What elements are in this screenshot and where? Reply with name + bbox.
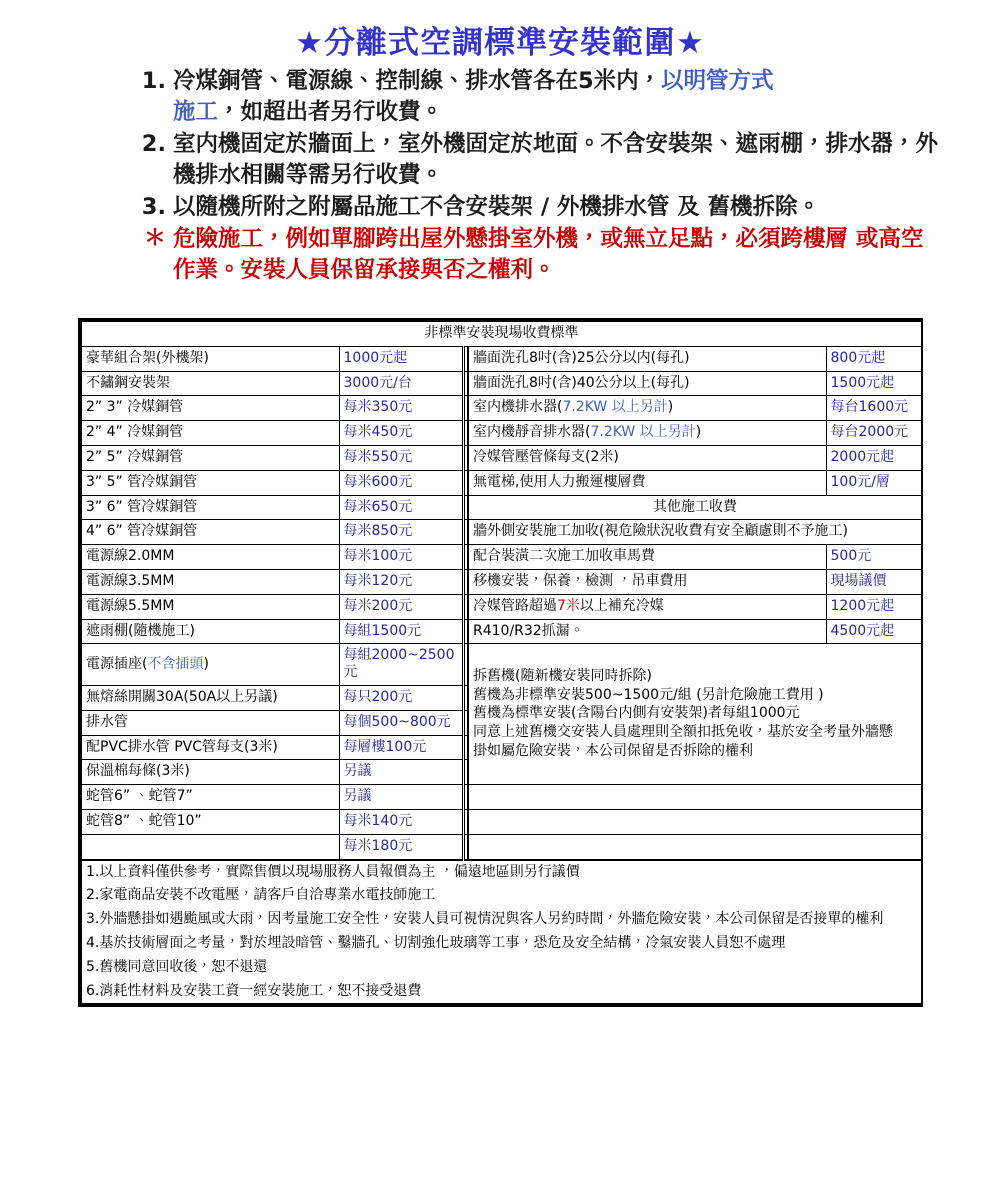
footer-note: 6.消耗性材料及安裝工資一經安裝施工，恕不接受退費 <box>81 980 922 1005</box>
left-item-value: 另議 <box>339 760 463 785</box>
left-item-label: 2” 4” 冷媒銅管 <box>81 421 339 446</box>
left-item-value: 每米120元 <box>339 569 463 594</box>
table-row <box>81 396 922 421</box>
right-item-value: 800元起 <box>826 346 922 371</box>
note-item-1 <box>140 66 940 128</box>
left-item-label: 電源線3.5MM <box>81 569 339 594</box>
label-suffix: ) <box>695 424 702 441</box>
table-row <box>81 644 922 686</box>
old-unit-line: 同意上述舊機交安裝人員處理則全額扣抵免收，基於安全考量外牆懸 <box>473 724 893 741</box>
note-text: 以隨機所附之附屬品施工不含安裝架 / 外機排水管 及 舊機拆除。 <box>173 193 821 220</box>
other-item-value: 1200元起 <box>826 594 922 619</box>
table-row <box>81 594 922 619</box>
label-suffix: ) <box>203 655 209 672</box>
note-item-3 <box>140 192 940 223</box>
left-item-value: 每米550元 <box>339 445 463 470</box>
other-item-value: 現場議價 <box>826 569 922 594</box>
note-text: 室内機固定於牆面上，室外機固定於地面。不含安裝架、遮雨棚，排水器，外機排水相關等需另行收費。 <box>173 130 939 188</box>
left-item-value: 另議 <box>339 785 463 810</box>
note-text <box>173 66 940 128</box>
left-item-label: 電源線2.0MM <box>81 545 339 570</box>
footer-note: 2.家電商品安裝不改電壓，請客戶自洽專業水電技師施工 <box>81 884 922 908</box>
label-prefix: 電源插座( <box>86 655 148 672</box>
left-item-value: 每米850元 <box>339 520 463 545</box>
right-item-label: 牆面洗孔8吋(含)40公分以上(每孔) <box>468 371 826 396</box>
note-1-line2-black: ，如超出者另行收費。 <box>218 98 444 125</box>
note-1-line1-blue: 以明管方式 <box>661 67 774 94</box>
left-item-label: 蛇管8” 、蛇管10” <box>81 809 339 834</box>
column-divider <box>463 760 468 785</box>
left-item-label: 電源線5.5MM <box>81 594 339 619</box>
right-item-label <box>468 421 826 446</box>
label-prefix: 冷媒管路超過 <box>473 597 557 614</box>
footer-note-row <box>81 884 922 908</box>
right-item-label <box>468 396 826 421</box>
empty-cell <box>468 809 922 834</box>
footer-note: 5.舊機同意回收後，恕不退還 <box>81 956 922 980</box>
note-number: 1. <box>141 67 166 94</box>
label-highlight: 7.2KW 以上另計 <box>562 399 668 416</box>
right-item-label: 無電梯,使用人力搬運樓層費 <box>468 470 826 495</box>
table-row <box>81 809 922 834</box>
column-divider <box>463 685 468 710</box>
table-row <box>81 785 922 810</box>
other-fees-section-title: 其他施工收費 <box>468 495 922 520</box>
note-number: 2. <box>141 130 166 157</box>
left-item-label: 遮雨棚(隨機施工) <box>81 619 339 644</box>
other-item-label <box>468 594 826 619</box>
empty-cell <box>468 785 922 810</box>
other-item-value: 4500元起 <box>826 619 922 644</box>
left-item-value: 每組2000~2500元 <box>339 644 463 686</box>
other-item-label: R410/R32抓漏。 <box>468 619 826 644</box>
column-divider <box>463 735 468 760</box>
footer-note-row <box>81 956 922 980</box>
left-item-label: 2” 3” 冷媒銅管 <box>81 396 339 421</box>
label-highlight: 不含插頭 <box>147 655 204 672</box>
left-item-value: 3000元/台 <box>339 371 463 396</box>
right-item-value: 2000元起 <box>826 445 922 470</box>
left-item-label: 豪華組合架(外機架) <box>81 346 339 371</box>
table-row <box>81 470 922 495</box>
left-item-value: 每層樓100元 <box>339 735 463 760</box>
label-prefix: 室内機靜音排水器( <box>473 424 591 441</box>
left-item-label: 蛇管6” 、蛇管7” <box>81 785 339 810</box>
left-item-label: 2” 5” 冷媒銅管 <box>81 445 339 470</box>
other-item-label: 配合裝潢二次施工加收車馬費 <box>468 545 826 570</box>
right-item-value: 每台1600元 <box>826 396 922 421</box>
table-row <box>81 371 922 396</box>
empty-cell <box>468 834 922 859</box>
label-suffix: 以上補充冷媒 <box>579 597 664 614</box>
note-1-line1-black: 冷煤銅管、電源線、控制線、排水管各在5米内， <box>173 67 662 94</box>
label-highlight-red: 7米 <box>557 597 580 614</box>
left-item-value: 每組1500元 <box>339 619 463 644</box>
left-item-value: 每米650元 <box>339 495 463 520</box>
right-item-value: 100元/層 <box>826 470 922 495</box>
left-item-value: 每米600元 <box>339 470 463 495</box>
left-item-value: 每米350元 <box>339 396 463 421</box>
footer-note: 3.外牆懸掛如遇颱風或大雨，因考量施工安全性，安裝人員可視情況與客人另約時間，外牆危險安裝，本公司保留是否接單的權利 <box>81 908 922 932</box>
old-unit-removal-block <box>468 644 922 785</box>
note-number: 3. <box>141 193 166 220</box>
other-item-label: 牆外側安裝施工加收(視危險狀況收費有安全顧慮則不予施工) <box>468 520 922 545</box>
left-item-label: 無熔絲開關30A(50A以上另議) <box>81 685 339 710</box>
note-1-line2-blue: 施工 <box>173 98 219 125</box>
note-item-warning <box>140 224 940 286</box>
left-item-label: 3” 6” 管冷媒銅管 <box>81 495 339 520</box>
left-item-label: 3” 5” 管冷媒銅管 <box>81 470 339 495</box>
right-item-value: 1500元起 <box>826 371 922 396</box>
warning-text: 危險施工，例如單腳跨出屋外懸掛室外機，或無立足點，必須跨樓層 或高空作業。安裝人員保留承接與否之權利。 <box>173 225 924 283</box>
table-row <box>81 619 922 644</box>
left-item-label: 不鏽鋼安裝架 <box>81 371 339 396</box>
table-row <box>81 545 922 570</box>
label-prefix: 室内機排水器( <box>473 399 563 416</box>
table-row <box>81 445 922 470</box>
table-row <box>81 495 922 520</box>
left-item-value: 1000元起 <box>339 346 463 371</box>
other-item-label: 移機安裝，保養，檢測 ，吊車費用 <box>468 569 826 594</box>
table-row <box>81 421 922 446</box>
left-item-value: 每米140元 <box>339 809 463 834</box>
left-item-value: 每米200元 <box>339 594 463 619</box>
table-band-title-row <box>81 321 922 346</box>
footer-note: 1.以上資料僅供參考，實際售價以現場服務人員報價為主 ，偏遠地區則另行議價 <box>81 860 922 885</box>
footer-note-row <box>81 932 922 956</box>
other-item-value: 500元 <box>826 545 922 570</box>
price-table <box>80 320 923 1005</box>
right-item-value: 每台2000元 <box>826 421 922 446</box>
left-item-value: 每個500~800元 <box>339 710 463 735</box>
table-band-title: 非標準安裝現場收費標準 <box>81 321 922 346</box>
old-unit-line-text: 舊機為非標準安裝500~1500元/組 (另計危險施工費用 ) <box>473 686 824 703</box>
footer-note-row <box>81 860 922 885</box>
table-row <box>81 346 922 371</box>
footer-note: 4.基於技術層面之考量，對於埋設暗管、鑿牆孔、切割強化玻璃等工事，恐危及安全結構，冷氣安裝人員恕不處理 <box>81 932 922 956</box>
right-item-label: 牆面洗孔8吋(含)25公分以内(每孔) <box>468 346 826 371</box>
right-item-label: 冷媒管壓管條每支(2米) <box>468 445 826 470</box>
table-row <box>81 569 922 594</box>
old-unit-line: 拆舊機(隨新機安裝同時拆除) <box>473 667 652 684</box>
column-divider <box>463 710 468 735</box>
warning-asterisk: ＊ <box>143 225 166 251</box>
page-title: ★分離式空調標準安裝範圍★ <box>295 25 705 61</box>
notes-list <box>0 66 1000 286</box>
footer-note-row <box>81 980 922 1005</box>
left-item-value: 每米100元 <box>339 545 463 570</box>
footer-note-row <box>81 908 922 932</box>
left-item-value: 每米450元 <box>339 421 463 446</box>
left-item-label: 4” 6” 管冷媒銅管 <box>81 520 339 545</box>
price-table-wrapper <box>78 318 923 1007</box>
note-item-2 <box>140 129 940 191</box>
label-suffix: ) <box>667 399 674 416</box>
label-highlight: 7.2KW 以上另計 <box>590 424 696 441</box>
left-item-label: 保溫棉每條(3米) <box>81 760 339 785</box>
old-unit-line: 舊機為標準安裝(含陽台内側有安裝架)者每組1000元 <box>473 705 800 722</box>
heading-block <box>0 0 1000 286</box>
table-row <box>81 520 922 545</box>
left-item-label: 排水管 <box>81 710 339 735</box>
left-item-label <box>81 834 339 859</box>
table-row <box>81 834 922 859</box>
old-unit-line <box>473 686 917 705</box>
left-item-label <box>81 644 339 686</box>
left-item-label: 配PVC排水管 PVC管每支(3米) <box>81 735 339 760</box>
old-unit-line: 掛如屬危險安裝，本公司保留是否拆除的權利 <box>473 742 753 759</box>
left-item-value: 每只200元 <box>339 685 463 710</box>
left-item-value: 每米180元 <box>339 834 463 859</box>
